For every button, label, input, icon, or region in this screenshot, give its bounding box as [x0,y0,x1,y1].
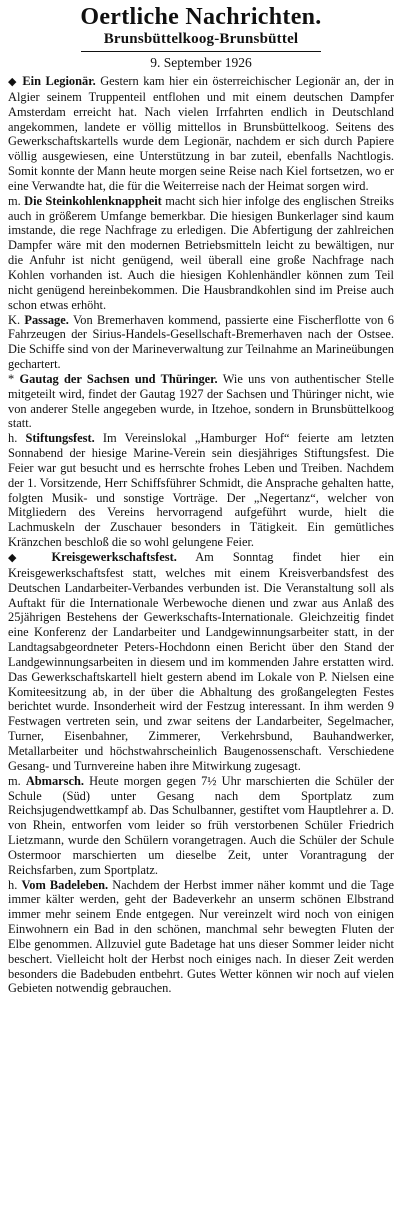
article-legionaer [8,74,394,194]
article-passage [8,313,394,372]
article-body: Von Bremerhaven kommend, passierte eine Fischerflotte von 6 Fahrzeugen der Sirius-Handels-Gesellschaft-Bremerhaven nach der Ostsee. Die Schiffe sind von der Marineverwaltung zur Teilnahme an Marineübungen gechartert. [8,312,394,372]
article-body: Nachdem der Herbst immer näher kommt und die Tage immer kälter werden, geht der Badeverkehr an unserm schönen Elbstrand immer mehr seinem Ende entgegen. Nur vereinzelt wird noch von einigen Einwohnern ein Bad in den schönen, manchmal sehr bewegten Fluten der Elbe genommen. Allzuviel gute Badetage hat uns dieser Sommer leider nicht beschert. Vielleicht holt der Herbst noch einiges nach. In dieser Zeit werden besonders die Badebuden entbehrt. Gutes Wetter können wir noch auf vielen Gebieten notwendig gebrauchen. [8,877,394,996]
article-headline: Kreisgewerkschaftsfest. [51,550,177,564]
section-subtitle: Brunsbüttelkoog-Brunsbüttel [103,31,299,47]
article-marker: * [8,371,15,386]
article-headline: Vom Badeleben. [21,877,109,892]
article-steinkohlenknappheit [8,194,394,313]
section-title: Oertliche Nachrichten. [80,4,322,30]
article-marker: K. [8,312,21,327]
article-body: Heute morgen gegen 7½ Uhr marschierten die Schüler der Schule (Süd) unter Gesang nach dem Sportplatz zum Reichsjugendwettkampf ab. Das Schulbanner, gestiftet vom Hauptlehrer a. D. von Rhein, entworfen vom leider so früh verstorbenen Schüler Friedrich Lietzmann, wurde den Schülern vorangetragen. Auch die Schüler der Schule Ostermoor marschierten um dieselbe Zeit, unter Vorantragung der Reichsfarben, zum Sportplatz. [8,773,394,877]
article-abmarsch [8,774,394,878]
article-headline: Passage. [24,312,69,327]
masthead [8,4,394,71]
article-marker: ◆ [8,75,18,88]
article-body: Am Sonntag findet hier ein Kreisgewerkschaftsfest statt, welches mit einem Kreisverbandsfest des Deutschen Landarbeiter-Verbandes verbunden ist. Die Veranstaltung soll als Auftakt für die Internationale Werbewoche dienen und zwar aus Anlaß des 25jährigen Bestehens der Gewerkschafts-Internationale. Gleichzeitig findet eine Konferenz der Landarbeiter und Landgewinnungsarbeiter statt, in der Landtagsabgeordneter Peters-Hochdonn einen Bericht über den Stand der Landgewinnungsarbeiten in diesem und im kommenden Jahre erstatten wird. Das Gewerkschaftskartell hielt gestern abend im Lokale von P. Nielsen eine Komiteesitzung ab, in der über die Abhaltung des großangelegten Festes berichtet wurde. Insonderheit wird der Festzug interessant. In ihm werden 9 Festwagen vertreten sein, und zwar seitens der Landarbeiter, Segelmacher, Turner, Eisenbahner, Zimmerer, Verkehrsbund, Bauhandwerker, Metallarbeiter und höchstwahrscheinlich Baugenossenschaft. Verschiedene Gesang- und Turnvereine haben ihre Mitwirkung zugesagt. [8,550,394,773]
article-marker: m. [8,773,21,788]
article-body: macht sich hier infolge des englischen Streiks auch in größerem Umfange bemerkbar. Die hiesigen Bunkerlager sind kaum imstande, die rege Nachfrage zu erledigen. Die Abfertigung der zahlreichen Dampfer wäre mit den modernen Betriebsmitteln leicht zu bewältigen, nur die Anfuhr ist nicht genügend, weil überall eine große Nachfrage nach Kohlen vorhanden ist. Auch die hiesigen Kohlenhändler können zum Teil nicht genügend hereinbekommen. Die Hausbrandkohlen sind im Preise auch schon etwas erhöht. [8,193,394,312]
article-headline: Ein Legionär. [22,74,96,88]
article-badeleben [8,878,394,997]
article-gautag [8,372,394,431]
title-rule [81,51,321,52]
article-marker: h. [8,877,18,892]
article-body: Gestern kam hier ein österreichischer Legionär an, der in Algier seinem Truppenteil entflohen und mit einem deutschen Dampfer Amsterdam erreicht hat. Nach vielen Irrfahrten endlich in Deutschland angekommen, landete er völlig mittellos in Brunsbüttelkoog. Seitens des Gewerkschaftskartells wurde dem Legionär, nachdem er sich durch Papiere völlig ausgewiesen, eine Unterstützung in bar zuteil, ebenfalls Nachtlogis. Somit konnte der Mann heute morgen seine Reise nach Kiel fortsetzen, wo er eine Verwandte hat, die für die Weiterreise nach der Heimat sorgen wird. [8,74,394,193]
article-marker: h. [8,431,18,446]
article-headline: Abmarsch. [25,773,84,788]
article-headline: Gautag der Sachsen und Thüringer. [19,371,218,386]
article-stiftungsfest [8,431,394,550]
article-marker: ◆ [8,551,33,564]
issue-date: 9. September 1926 [150,55,252,70]
article-headline: Stiftungsfest. [25,431,95,446]
article-marker: m. [8,193,21,208]
article-body: Im Vereinslokal „Hamburger Hof“ feierte am letzten Sonnabend der hiesige Marine-Verein sein diesjähriges Stiftungsfest. Die Feier war gut besucht und es herrschte frohes Leben und Treiben. Nachdem der 1. Vorsitzende, Herr Schiffsführer Schmidt, die Ansprache gehalten hatte, folgten Musik- und sonstige Vorträge. Der „Negertanz“, welcher von Mitgliedern des Vereins hervorragend aufgeführt wurde, hielt die Lachmuskeln der Zuschauer besonders in Tätigkeit. Ein gemütliches Kränzchen beschloß die so wohl gelungene Feier. [8,431,394,550]
article-headline: Die Steinkohlenknappheit [24,193,162,208]
article-kreisgewerkschaftsfest [8,550,394,774]
article-body: Wie uns von authentischer Stelle mitgeteilt wird, findet der Gautag 1927 der Sachsen und Thüringer nicht, wie von anderer Stelle angegeben wurde, in Itzehoe, sondern in Brunsbüttelkoog statt. [8,371,394,431]
